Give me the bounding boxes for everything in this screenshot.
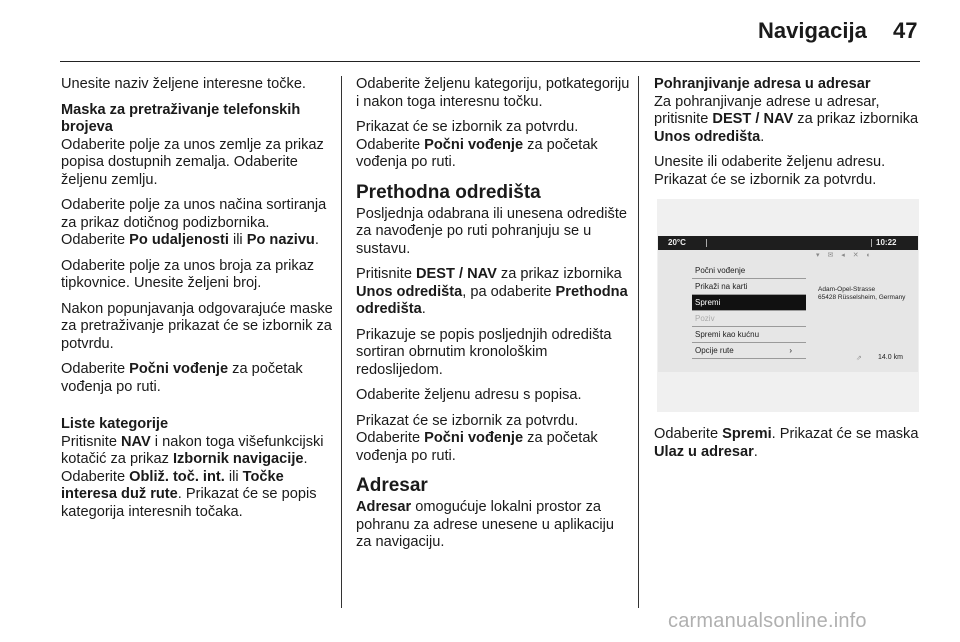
menu-item-call[interactable]: Poziv [692,311,806,327]
status-icons: ▾ ✉ ◂ ✕ ◐ [816,252,874,259]
paragraph [356,266,631,319]
column-2 [356,76,631,552]
infotainment-screen [658,236,918,372]
menu-item-save[interactable]: Spremi [692,295,806,311]
paragraph: Unesite naziv željene interesne točke. [61,76,306,92]
subheading-category-list: Liste kategorije [61,416,169,432]
address-city: 65428 Rüsselsheim, Germany [818,294,906,301]
chevron-right-icon: › [789,346,792,355]
menu-item-label: Opcije rute [695,346,734,355]
column-3-bottom [654,426,924,461]
term: Prethodna odredišta [356,283,628,317]
paragraph: Odaberite polje za unos zemlje za prikaz popisa dostupnih zemalja. Odaberite željenu zemlju. [61,136,324,188]
column-divider [341,76,342,608]
menu-item-save-as-home[interactable]: Spremi kao kućnu [692,327,806,343]
page-number: 47 [893,18,918,43]
text: i nakon toga višefunkcijski kotačić za prikaz [61,433,324,467]
text: Odaberite [61,361,130,377]
text: za prikaz izbornika [496,266,622,282]
text: Odaberite polje za unos načina sortiranja za prikaz dotičnog podizbornika. Odaberite [61,197,327,248]
clock-readout: 10:22 [876,238,897,247]
distance-icon: ⇗ [856,355,862,362]
paragraph [654,94,924,147]
paragraph: Odaberite željenu kategoriju, potkategoriju i nakon toga interesnu točku. [356,76,630,110]
text: Prikazat će se izbornik za potvrdu. Odaberite [356,119,579,153]
text: . Prikazat će se popis kategorija interesnih točaka. [61,486,317,520]
text: ili [224,468,243,485]
text: . [314,232,319,248]
watermark: carmanualsonline.info [668,610,867,632]
text: ili [228,232,247,248]
paragraph [61,434,336,522]
address-street: Adam-Opel-Strasse [818,286,876,293]
distance-readout: 14.0 km [878,354,903,361]
paragraph: Posljednja odabrana ili unesena odredište za navođenje po ruti pohranjuju se u sustavu. [356,205,627,257]
screen-status-bar [658,236,918,250]
term: Unos odredišta [654,128,761,145]
term: Ulaz u adresar [654,443,754,460]
subheading-phone-search: Maska za pretraživanje telefonskih brojeva [61,101,301,135]
term: Počni vođenje [424,136,524,153]
text: . [421,301,426,317]
text: , pa odaberite [462,283,556,300]
column-1 [61,76,336,521]
term: NAV [121,433,151,450]
term: Počni vođenje [424,430,524,446]
text: Pritisnite [356,266,417,282]
term: Spremi [722,426,772,442]
text: omogućuje lokalni prostor za pohranu za adrese unesene u aplikaciju za navigaciju. [356,499,615,550]
paragraph: Odaberite željenu adresu s popisa. [356,387,582,403]
paragraph [654,426,924,461]
paragraph [61,197,336,250]
temperature-readout: 20°C [668,238,686,247]
text: Odaberite [654,426,723,442]
confirmation-menu [692,263,806,359]
term: Adresar [356,499,412,515]
text: . [753,443,758,460]
term: DEST / NAV [712,111,794,127]
subheading-store-address: Pohranjivanje adresa u adresar [654,76,871,92]
paragraph: Odaberite polje za unos broja za prikaz tipkovnice. Unesite željeni broj. [61,257,315,291]
column-3 [654,76,924,197]
status-separator [871,239,872,247]
term: Po nazivu [246,232,315,248]
text: za početak vođenja po ruti. [356,430,598,464]
destination-address [818,286,905,302]
section-heading-address-book: Adresar [356,475,428,496]
paragraph: Nakon popunjavanja odgovarajuće maske za pretraživanje prikazat će se izbornik za potvrdu. [61,300,333,352]
text: Pritisnite [61,433,122,450]
menu-item-start-guidance[interactable]: Počni vođenje [692,263,806,279]
paragraph: Prikazuje se popis posljednjih odredišta sortiran obrnutim kronološkim redoslijedom. [356,326,612,378]
text: . Prikazat će se maska [771,426,919,442]
term: Izbornik navigacije [172,451,304,467]
header-rule [60,61,920,62]
text: . Odaberite [61,451,308,485]
paragraph [356,499,631,552]
column-divider [638,76,639,608]
text: za početak vođenja po ruti. [356,136,598,170]
menu-item-route-options[interactable] [692,343,806,359]
text: Prikazat će se izbornik za potvrdu. Odaberite [356,412,579,446]
text: Za pohranjivanje adrese u adresar, pritisnite [654,93,880,127]
term: Točke interesa duž rute [61,468,284,502]
status-separator [706,239,707,247]
text: za prikaz izbornika [793,111,919,127]
text: . [760,128,765,145]
paragraph [356,119,631,172]
infotainment-screenshot-figure [657,199,919,412]
paragraph [356,413,631,466]
page-header-title: Navigacija [758,18,867,43]
menu-item-show-on-map[interactable]: Prikaži na karti [692,279,806,295]
term: DEST / NAV [416,266,497,282]
paragraph [61,361,336,396]
term: Unos odredišta [356,283,463,300]
text: za početak vođenja po ruti. [61,361,303,395]
term: Počni vođenje [129,361,229,377]
term: Po udaljenosti [129,232,229,248]
paragraph: Unesite ili odaberite željenu adresu. Prikazat će se izbornik za potvrdu. [654,154,886,188]
section-heading-previous-destinations: Prethodna odredišta [356,181,541,203]
term: Obliž. toč. int. [129,468,225,485]
